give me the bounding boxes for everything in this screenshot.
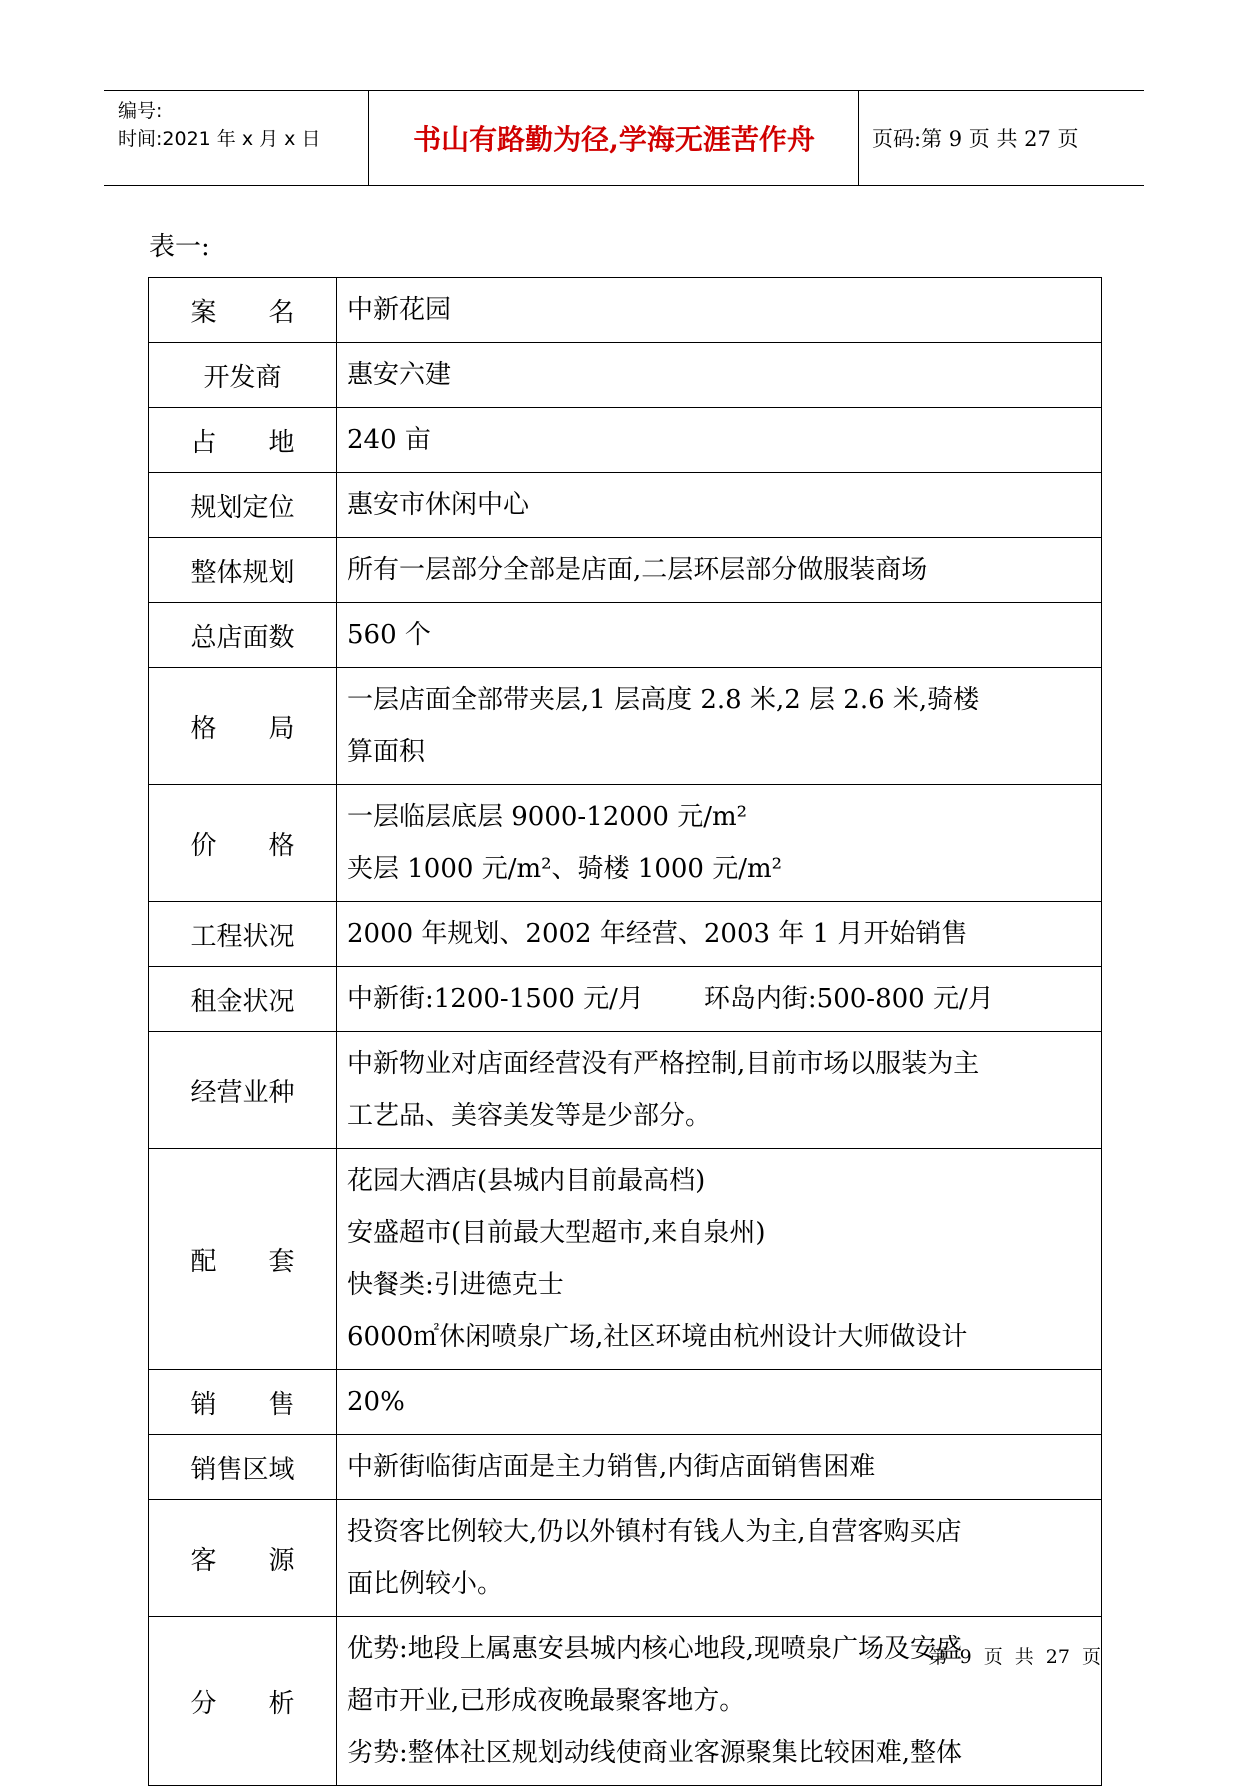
row-label: 整体规划 bbox=[149, 538, 337, 603]
value-line: 一层店面全部带夹层,1 层高度 2.8 米,2 层 2.6 米,骑楼 bbox=[347, 685, 980, 715]
row-value bbox=[337, 473, 1102, 538]
row-value bbox=[337, 668, 1102, 785]
header-motto: 书山有路勤为径,学海无涯苦作舟 bbox=[413, 123, 815, 156]
value-line: 夹层 1000 元/m²、骑楼 1000 元/m² bbox=[347, 854, 783, 884]
value-line: 惠安六建 bbox=[347, 360, 452, 390]
row-label: 价格 bbox=[149, 785, 337, 902]
value-line: 6000㎡休闲喷泉广场,社区环境由杭州设计大师做设计 bbox=[347, 1322, 968, 1352]
row-value bbox=[337, 603, 1102, 668]
row-value bbox=[337, 967, 1102, 1032]
value-line: 投资客比例较大,仍以外镇村有钱人为主,自营客购买店 bbox=[347, 1517, 962, 1547]
table-row bbox=[149, 278, 1102, 343]
value-line: 算面积 bbox=[347, 737, 426, 767]
row-label: 案名 bbox=[149, 278, 337, 343]
table-row bbox=[149, 408, 1102, 473]
table-row bbox=[149, 343, 1102, 408]
header-time-label: 时间:2021 年 x 月 x 日 bbox=[118, 128, 321, 150]
value-line: 面比例较小。 bbox=[347, 1569, 504, 1599]
row-value bbox=[337, 1370, 1102, 1435]
table-row bbox=[149, 473, 1102, 538]
value-line: 优势:地段上属惠安县城内核心地段,现喷泉广场及安盛 bbox=[347, 1634, 963, 1664]
table-row bbox=[149, 1370, 1102, 1435]
value-line: 20% bbox=[347, 1387, 405, 1417]
value-line: 惠安市休闲中心 bbox=[347, 490, 530, 520]
row-label: 规划定位 bbox=[149, 473, 337, 538]
value-line: 中新街临街店面是主力销售,内街店面销售困难 bbox=[347, 1452, 876, 1482]
project-info-table bbox=[148, 277, 1102, 1786]
table-row bbox=[149, 785, 1102, 902]
table-row bbox=[149, 902, 1102, 967]
row-value bbox=[337, 1500, 1102, 1617]
row-value bbox=[337, 1032, 1102, 1149]
row-value bbox=[337, 902, 1102, 967]
table-caption: 表一: bbox=[149, 232, 210, 262]
rent-inner-street: 环岛内街:500-800 元/月 bbox=[703, 984, 994, 1014]
row-label: 占地 bbox=[149, 408, 337, 473]
row-label: 经营业种 bbox=[149, 1032, 337, 1149]
row-label: 客源 bbox=[149, 1500, 337, 1617]
table-row bbox=[149, 1032, 1102, 1149]
table-row bbox=[149, 1435, 1102, 1500]
table-row bbox=[149, 1149, 1102, 1370]
row-value bbox=[337, 1435, 1102, 1500]
row-label: 工程状况 bbox=[149, 902, 337, 967]
row-label: 格局 bbox=[149, 668, 337, 785]
value-line: 所有一层部分全部是店面,二层环层部分做服装商场 bbox=[347, 555, 928, 585]
row-label: 分析 bbox=[149, 1617, 337, 1786]
page-footer: 第 9 页 共 27 页 bbox=[928, 1646, 1101, 1668]
value-line: 中新花园 bbox=[347, 295, 452, 325]
value-line: 快餐类:引进德克士 bbox=[347, 1270, 564, 1300]
table-row bbox=[149, 1500, 1102, 1617]
value-line: 超市开业,已形成夜晚最聚客地方。 bbox=[347, 1686, 746, 1716]
table-row bbox=[149, 967, 1102, 1032]
value-line: 2000 年规划、2002 年经营、2003 年 1 月开始销售 bbox=[347, 919, 968, 949]
row-label: 总店面数 bbox=[149, 603, 337, 668]
row-value bbox=[337, 278, 1102, 343]
header-page-label: 页码:第 9 页 共 27 页 bbox=[872, 127, 1079, 151]
header-divider bbox=[368, 91, 369, 185]
header-number-label: 编号: bbox=[118, 100, 163, 122]
row-label: 租金状况 bbox=[149, 967, 337, 1032]
value-line: 工艺品、美容美发等是少部分。 bbox=[347, 1101, 712, 1131]
value-line: 劣势:整体社区规划动线使商业客源聚集比较困难,整体 bbox=[347, 1738, 963, 1768]
header-meta bbox=[118, 97, 320, 153]
value-line: 花园大酒店(县城内目前最高档) bbox=[347, 1166, 706, 1196]
row-label: 配套 bbox=[149, 1149, 337, 1370]
row-value bbox=[337, 408, 1102, 473]
row-value bbox=[337, 538, 1102, 603]
page-header bbox=[104, 90, 1144, 186]
row-value bbox=[337, 343, 1102, 408]
header-divider bbox=[858, 91, 859, 185]
row-value bbox=[337, 1149, 1102, 1370]
value-line: 240 亩 bbox=[347, 425, 431, 455]
row-label: 开发商 bbox=[149, 343, 337, 408]
table-row bbox=[149, 538, 1102, 603]
row-label: 销售 bbox=[149, 1370, 337, 1435]
rent-zhongxin-street: 中新街:1200-1500 元/月 bbox=[347, 984, 644, 1014]
row-label: 销售区域 bbox=[149, 1435, 337, 1500]
table-row bbox=[149, 668, 1102, 785]
value-line: 一层临层底层 9000-12000 元/m² bbox=[347, 802, 748, 832]
value-line: 560 个 bbox=[347, 620, 431, 650]
value-line: 中新物业对店面经营没有严格控制,目前市场以服装为主 bbox=[347, 1049, 980, 1079]
value-line: 安盛超市(目前最大型超市,来自泉州) bbox=[347, 1218, 766, 1248]
row-value bbox=[337, 785, 1102, 902]
table-row bbox=[149, 603, 1102, 668]
